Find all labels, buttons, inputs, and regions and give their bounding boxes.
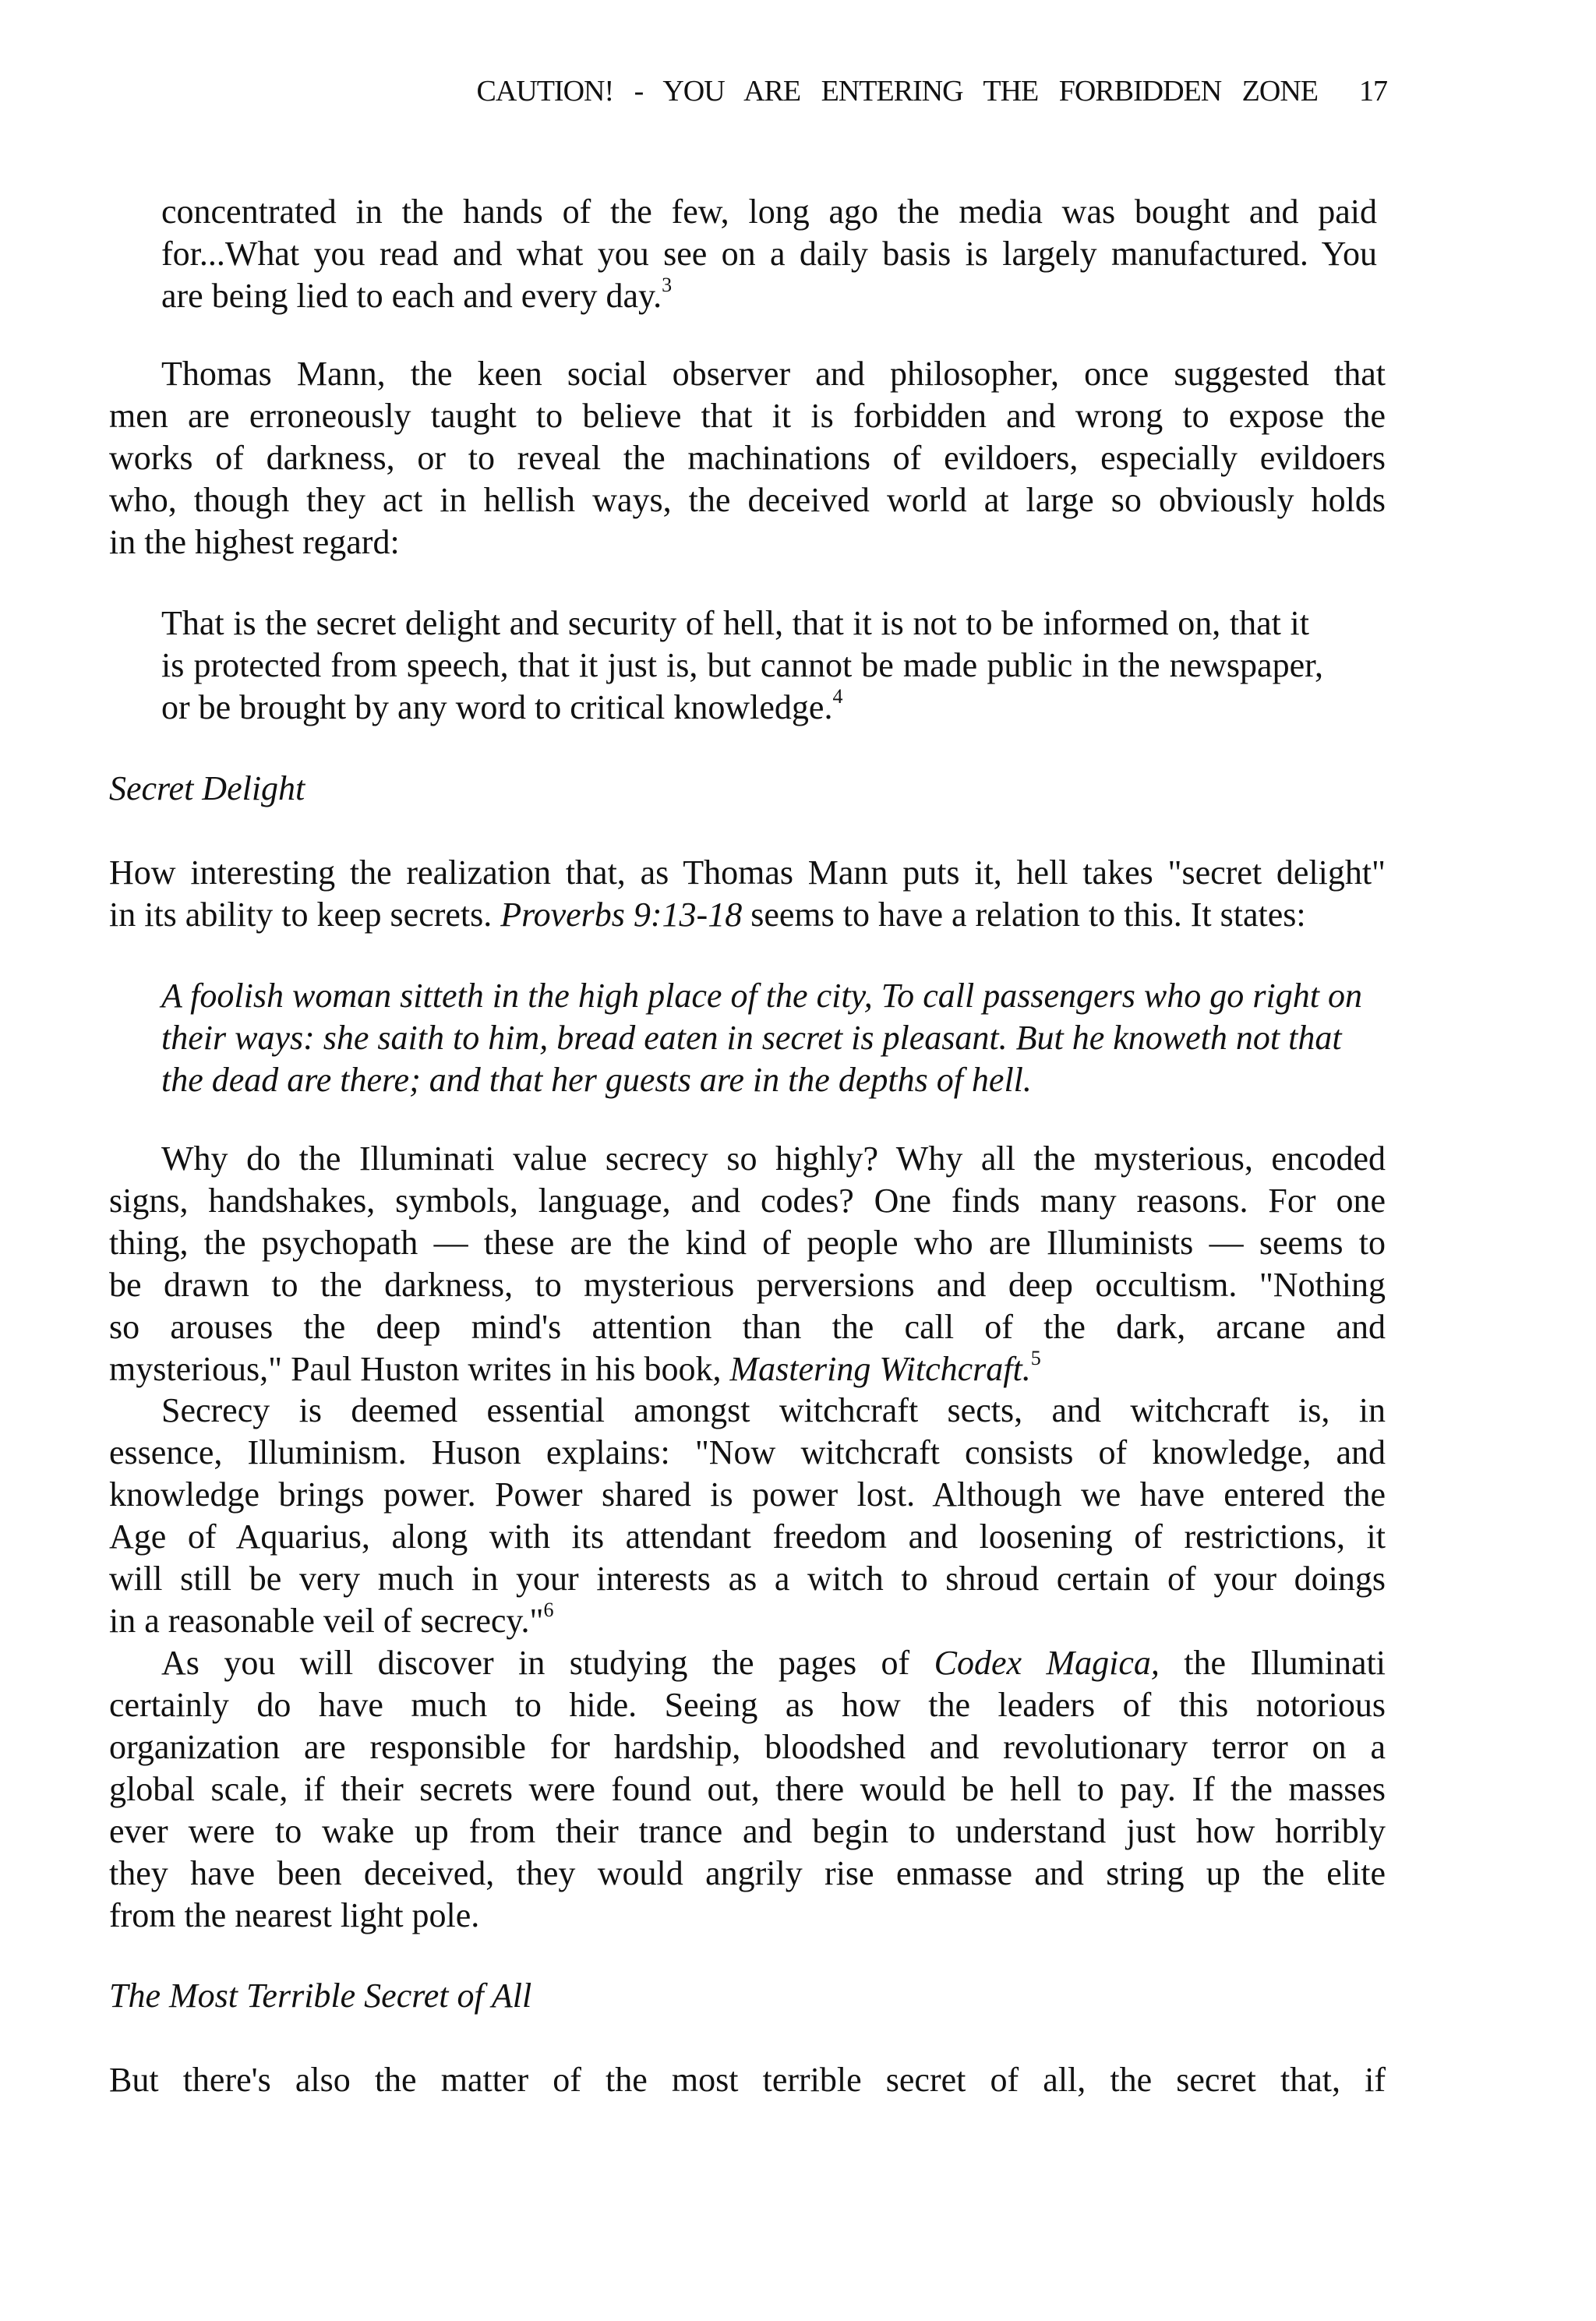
body-line: How interesting the realization that, as Thomas Mann puts it, hell takes "secret delight" [109, 853, 1386, 892]
body-line: in the highest regard: [109, 523, 400, 561]
footnote-marker: 4 [832, 685, 843, 708]
body-line: Thomas Mann, the keen social observer and philosopher, once suggested that [161, 355, 1386, 393]
body-line: knowledge brings power. Power shared is power lost. Although we have entered the [109, 1475, 1386, 1514]
body-line: organization are responsible for hardship, bloodshed and revolutionary terror on a [109, 1728, 1386, 1766]
quote-line: That is the secret delight and security of hell, that it is not to be informed on, that it [161, 604, 1309, 642]
body-line: men are erroneously taught to believe that it is forbidden and wrong to expose the [109, 397, 1386, 435]
body-text: As you will discover in studying the pages of [161, 1644, 934, 1682]
book-title: Mastering Witchcraft. [729, 1350, 1031, 1388]
section-heading: Secret Delight [109, 769, 305, 807]
body-line: But there's also the matter of the most terrible secret of all, the secret that, if [109, 2061, 1386, 2099]
body-line: global scale, if their secrets were found out, there would be hell to pay. If the masses [109, 1770, 1386, 1808]
section-heading: The Most Terrible Secret of All [109, 1977, 532, 2015]
body-line: be drawn to the darkness, to mysterious perversions and deep occultism. "Nothing [109, 1266, 1386, 1304]
body-line: will still be very much in your interests as a witch to shroud certain of your doings [109, 1560, 1386, 1598]
scripture-reference: Proverbs 9:13-18 [500, 896, 743, 934]
body-line [109, 1600, 1386, 1642]
body-text: in its ability to keep secrets. [109, 896, 501, 934]
page-number: 17 [1359, 75, 1387, 108]
body-line: Secrecy is deemed essential amongst witchcraft sects, and witchcraft is, in [161, 1391, 1386, 1429]
body-line: Age of Aquarius, along with its attendant freedom and loosening of restrictions, it [109, 1517, 1386, 1556]
body-line: ever were to wake up from their trance and begin to understand just how horribly [109, 1812, 1386, 1850]
body-line: they have been deceived, they would angrily rise enmasse and string up the elite [109, 1854, 1386, 1892]
quote-line [161, 275, 1377, 317]
footnote-marker: 6 [543, 1599, 554, 1621]
book-title: Codex Magica, [934, 1644, 1160, 1682]
body-line: certainly do have much to hide. Seeing as how the leaders of this notorious [109, 1686, 1386, 1724]
quote-line: their ways: she saith to him, bread eaten in secret is pleasant. But he knoweth not that [161, 1019, 1342, 1057]
quote-line [161, 687, 1377, 729]
body-line: essence, Illuminism. Huson explains: "Now witchcraft consists of knowledge, and [109, 1433, 1386, 1471]
body-text: seems to have a relation to this. It states: [742, 896, 1306, 934]
running-head [0, 74, 1387, 108]
body-line: so arouses the deep mind's attention than the call of the dark, arcane and [109, 1308, 1386, 1346]
quote-line: the dead are there; and that her guests are in the depths of hell. [161, 1061, 1032, 1099]
body-line [161, 1642, 1386, 1684]
quote-line: is protected from speech, that it just is, but cannot be made public in the newspaper, [161, 646, 1323, 684]
body-line: who, though they act in hellish ways, the deceived world at large so obviously holds [109, 481, 1386, 519]
body-line: Why do the Illuminati value secrecy so highly? Why all the mysterious, encoded [161, 1139, 1386, 1178]
body-line: from the nearest light pole. [109, 1896, 480, 1934]
body-line: works of darkness, or to reveal the machinations of evildoers, especially evildoers [109, 439, 1386, 477]
body-line: signs, handshakes, symbols, language, and codes? One finds many reasons. For one [109, 1182, 1386, 1220]
body-text: the Illuminati [1159, 1644, 1386, 1682]
quote-text: or be brought by any word to critical knowledge. [161, 688, 833, 726]
quote-line: for...What you read and what you see on a daily basis is largely manufactured. You [161, 235, 1377, 273]
body-line [109, 1348, 1386, 1390]
quote-line: A foolish woman sitteth in the high place of the city, To call passengers who go right on [161, 977, 1362, 1015]
footnote-marker: 5 [1030, 1347, 1041, 1369]
quote-line: concentrated in the hands of the few, long ago the media was bought and paid [161, 193, 1377, 231]
quote-text: are being lied to each and every day. [161, 277, 662, 315]
body-text: in a reasonable veil of secrecy." [109, 1602, 544, 1640]
body-line: thing, the psychopath — these are the kind of people who are Illuminists — seems to [109, 1224, 1386, 1262]
running-title: CAUTION! - YOU ARE ENTERING THE FORBIDDEN ZONE [476, 75, 1318, 108]
body-text: mysterious," Paul Huston writes in his book, [109, 1350, 730, 1388]
footnote-marker: 3 [662, 274, 673, 296]
body-line [109, 894, 1386, 936]
